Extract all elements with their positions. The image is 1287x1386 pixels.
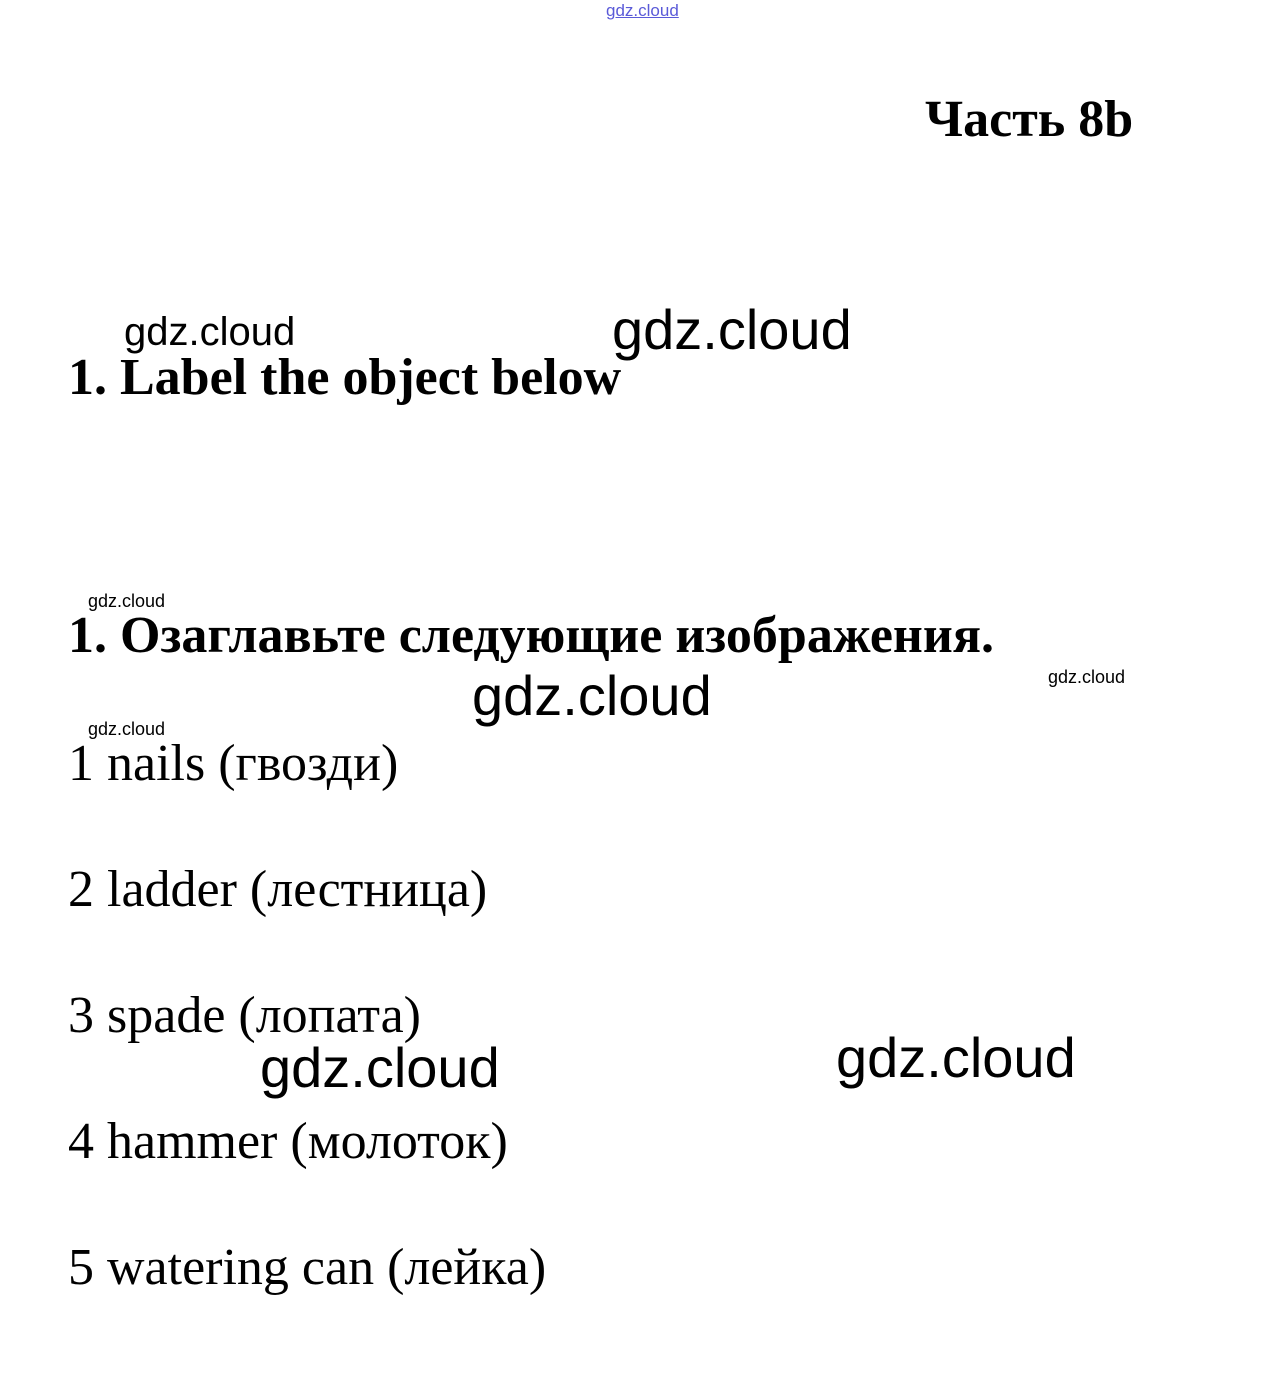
task-heading-russian: 1. Озаглавьте следующие изображения. (68, 607, 994, 664)
answer-item-4: 4 hammer (молоток) (68, 1113, 508, 1170)
answer-item-2: 2 ladder (лестница) (68, 861, 488, 918)
watermark: gdz.cloud (88, 591, 166, 611)
watermark: gdz.cloud (260, 1036, 500, 1099)
watermark: gdz.cloud (124, 310, 296, 354)
answer-item-5: 5 watering can (лейка) (68, 1239, 547, 1296)
watermark: gdz.cloud (1048, 667, 1126, 687)
watermark: gdz.cloud (472, 664, 712, 727)
task-heading-english: 1. Label the object below (68, 349, 622, 406)
top-watermark-link[interactable]: gdz.cloud (606, 1, 679, 20)
answer-item-1: 1 nails (гвозди) (68, 735, 399, 792)
part-title: Часть 8b (925, 91, 1134, 148)
answer-item-3: 3 spade (лопата) (68, 987, 421, 1044)
watermark: gdz.cloud (88, 719, 166, 739)
watermark: gdz.cloud (836, 1026, 1076, 1089)
watermark: gdz.cloud (612, 298, 852, 361)
